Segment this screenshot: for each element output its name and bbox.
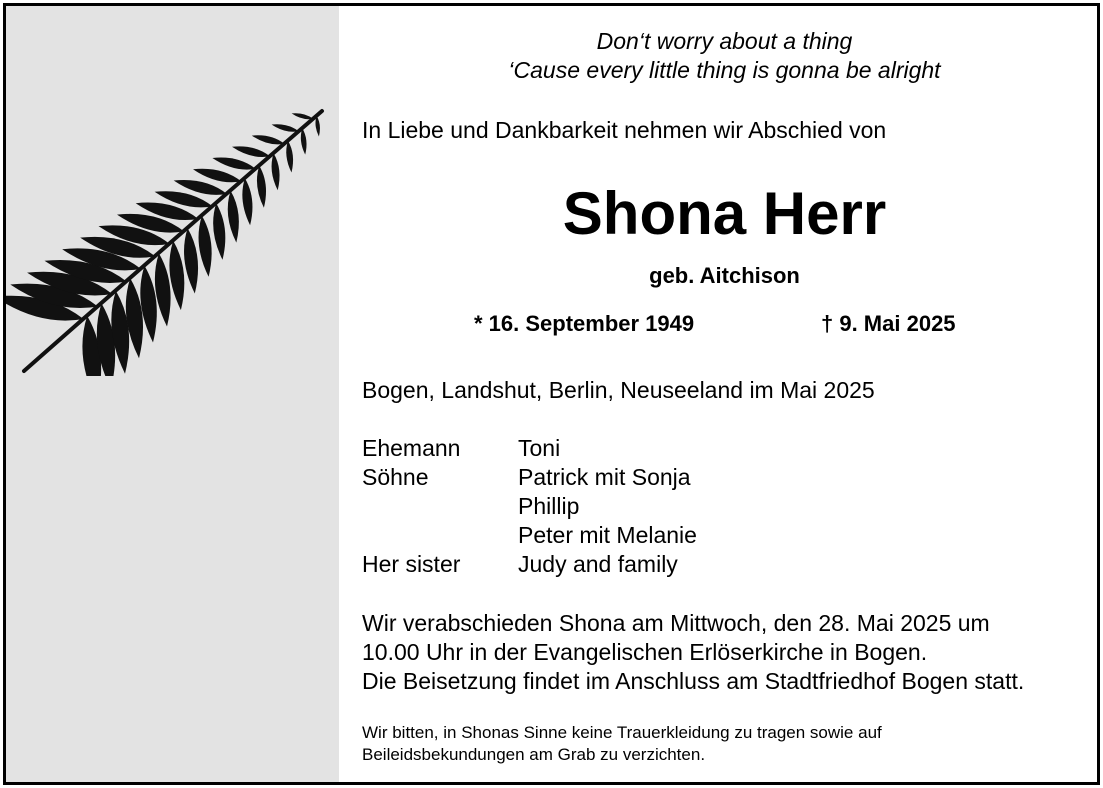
fern-leaflet (155, 253, 171, 326)
birth-date: * 16. September 1949 (474, 311, 695, 336)
fern-leaflet (232, 146, 270, 157)
fern-leaflet (184, 228, 198, 293)
fern-leaflet (292, 113, 314, 119)
death-date: † 9. Mai 2025 (821, 311, 956, 336)
mourner-relation: Söhne (362, 464, 429, 490)
mourner-name: Judy and family (518, 551, 678, 577)
mourner-name: Toni (518, 435, 561, 461)
fern-leaflet (199, 216, 212, 277)
fern-leaflet (286, 141, 293, 173)
maiden-name: geb. Aitchison (649, 263, 800, 288)
fern-leaflet (242, 178, 252, 225)
fern-leaflet (212, 158, 255, 170)
places-and-date: Bogen, Landshut, Berlin, Neuseeland im Mai 2025 (362, 377, 875, 403)
mourner-relation: Ehemann (362, 435, 461, 461)
fern-leaflet (169, 241, 184, 310)
fern-leaflet (257, 166, 266, 208)
quote-line-2: ‘Cause every little thing is gonna be alright (508, 57, 941, 83)
intro-text: In Liebe und Dankbarkeit nehmen wir Abschied von (362, 117, 887, 143)
deceased-name: Shona Herr (562, 180, 887, 247)
fern-leaflet (252, 135, 285, 144)
service-line-3: Die Beisetzung findet im Anschluss am Stadtfriedhof Bogen statt. (362, 668, 1025, 694)
mourner-name: Phillip (518, 493, 580, 519)
side-panel (6, 6, 339, 782)
service-line-1: Wir verabschieden Shona am Mittwoch, den 28. Mai 2025 um (362, 610, 990, 636)
obituary-text (362, 6, 1087, 782)
fern-leaflet (213, 203, 225, 259)
request-line-2: Beileidsbekundungen am Grab zu verzichten. (362, 745, 706, 764)
service-line-2: 10.00 Uhr in der Evangelischen Erlöserkirche in Bogen. (362, 639, 928, 665)
silver-fern-icon (6, 6, 339, 376)
fern-leaflet (301, 128, 307, 154)
request-line-1: Wir bitten, in Shonas Sinne keine Trauerkleidung zu tragen sowie auf (362, 723, 882, 742)
fern-leaflet (193, 169, 241, 183)
fern-leaflet (228, 191, 239, 243)
mourner-relation: Her sister (362, 551, 461, 577)
fern-leaflet (315, 116, 319, 137)
mourner-name: Patrick mit Sonja (518, 464, 691, 490)
fern-leaflet (272, 153, 280, 190)
fern-leaflet (272, 124, 299, 132)
mourner-name: Peter mit Melanie (518, 522, 697, 548)
quote-line-1: Don‘t worry about a thing (596, 28, 853, 54)
obituary-card (3, 3, 1100, 785)
